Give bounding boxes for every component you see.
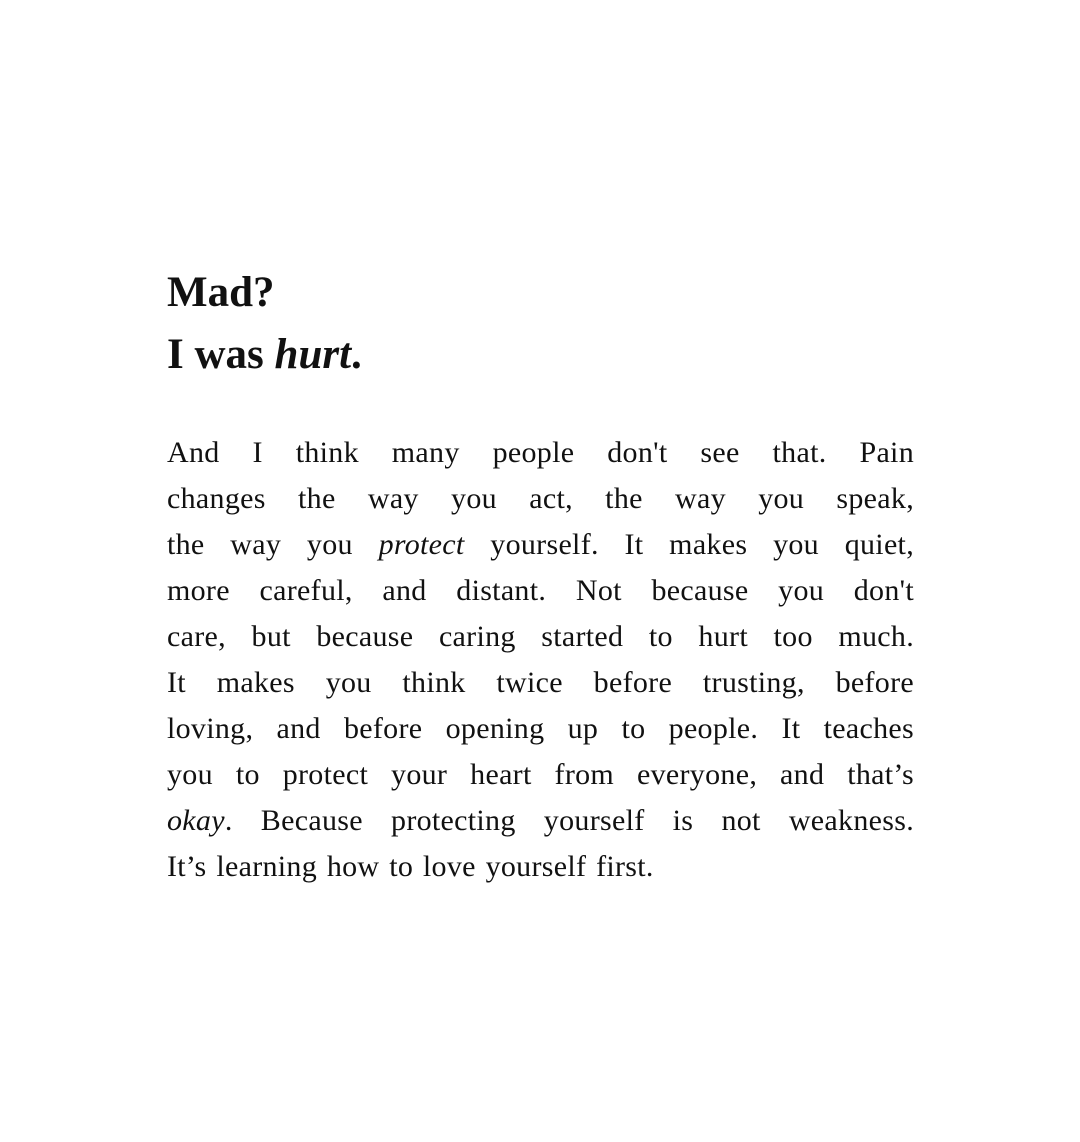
body-line-9-b: . Because protecting yourself is not weakness. (224, 804, 914, 837)
body-emphasis-okay: okay (167, 804, 225, 837)
body-line-8: you to protect your heart from everyone, and that’s (167, 758, 914, 791)
body-line-9 (167, 798, 914, 844)
body-line-6: It makes you think twice before trusting, before (167, 666, 914, 699)
quote-body (167, 430, 914, 890)
body-line-5: care, but because caring started to hurt too much. (167, 620, 914, 653)
body-line-2: changes the way you act, the way you speak, (167, 482, 914, 515)
quote-page (167, 262, 914, 890)
body-line-1: And I think many people don't see that. Pain (167, 436, 914, 469)
body-emphasis-protect: protect (378, 528, 465, 561)
body-line-3-b: yourself. It makes you quiet, (464, 528, 914, 561)
body-line-3-a: the way you (167, 528, 379, 561)
heading-line-2-suffix: . (351, 331, 362, 378)
heading-line-2-prefix: I was (167, 331, 275, 378)
body-line-3 (167, 522, 914, 568)
quote-heading (167, 262, 914, 386)
body-line-7: loving, and before opening up to people. It teaches (167, 712, 914, 745)
body-line-4: more careful, and distant. Not because you don't (167, 574, 914, 607)
heading-line-2 (167, 324, 914, 386)
body-line-10: It’s learning how to love yourself first. (167, 850, 654, 883)
heading-emphasis-hurt: hurt (274, 331, 352, 378)
heading-line-1: Mad? (167, 269, 275, 316)
